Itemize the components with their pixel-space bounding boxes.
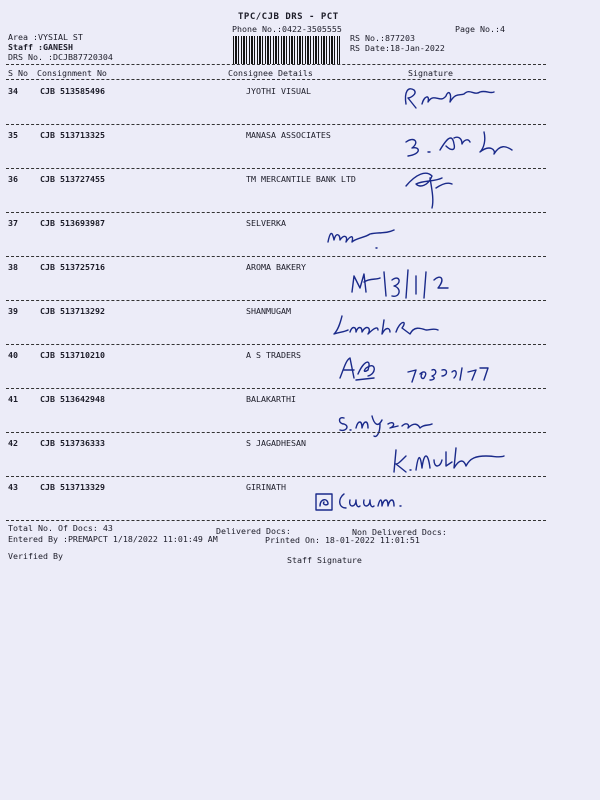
- row-consignee: AROMA BAKERY: [246, 262, 306, 272]
- row-consignee: BALAKARTHI: [246, 394, 296, 404]
- barcode: [233, 36, 340, 64]
- total-docs: Total No. Of Docs: 43: [8, 523, 113, 533]
- row-consignment: CJB 513642948: [40, 394, 105, 404]
- table-row: [0, 300, 600, 344]
- row-sno: 35: [8, 130, 18, 140]
- row-consignee: JYOTHI VISUAL: [246, 86, 311, 96]
- row-consignee: A S TRADERS: [246, 350, 301, 360]
- staff-signature-label: Staff Signature: [287, 555, 362, 565]
- row-consignment: CJB 513725716: [40, 262, 105, 272]
- table-row: [0, 212, 600, 256]
- signature: [330, 310, 440, 340]
- table-row: [0, 80, 600, 124]
- row-sno: 42: [8, 438, 18, 448]
- row-consignment: CJB 513693987: [40, 218, 105, 228]
- row-consignment: CJB 513713329: [40, 482, 105, 492]
- row-sno: 41: [8, 394, 18, 404]
- row-sno: 43: [8, 482, 18, 492]
- row-consignee: MANASA ASSOCIATES: [246, 130, 331, 140]
- row-consignee: SHANMUGAM: [246, 306, 291, 316]
- row-consignment: CJB 513713325: [40, 130, 105, 140]
- signature: [310, 484, 420, 514]
- row-consignment: CJB 513736333: [40, 438, 105, 448]
- rs-date: RS Date:18-Jan-2022: [350, 43, 445, 53]
- phone-number: Phone No.:0422-3505555: [232, 24, 342, 34]
- column-signature: Signature: [408, 68, 453, 78]
- row-consignment: CJB 513727455: [40, 174, 105, 184]
- verified-by: Verified By: [8, 551, 63, 561]
- row-consignee: S JAGADHESAN: [246, 438, 306, 448]
- staff-label: Staff :GANESH: [8, 42, 73, 52]
- table-row: [0, 344, 600, 388]
- column-consignee: Consignee Details: [228, 68, 313, 78]
- row-consignment: CJB 513710210: [40, 350, 105, 360]
- page-number: Page No.:4: [455, 24, 505, 34]
- divider: [6, 64, 546, 65]
- sheet-title: TPC/CJB DRS - PCT: [238, 12, 339, 22]
- row-consignee: GIRINATH: [246, 482, 286, 492]
- table-row: [0, 388, 600, 432]
- table-row: [0, 168, 600, 212]
- signature: [402, 166, 472, 212]
- table-row: [0, 476, 600, 520]
- table-row: [0, 124, 600, 168]
- entered-by: Entered By :PREMAPCT 1/18/2022 11:01:49 AM: [8, 534, 218, 544]
- row-consignment: CJB 513585496: [40, 86, 105, 96]
- printed-on: Printed On: 18-01-2022 11:01:51: [265, 535, 420, 545]
- divider: [6, 520, 546, 521]
- rs-number: RS No.:877203: [350, 33, 415, 43]
- signature: [350, 268, 460, 304]
- non-delivered-docs: Non Delivered Docs:: [352, 527, 447, 537]
- row-sno: 34: [8, 86, 18, 96]
- signature: [400, 82, 500, 112]
- row-consignment: CJB 513713292: [40, 306, 105, 316]
- signature: [336, 350, 516, 390]
- row-sno: 39: [8, 306, 18, 316]
- area-label: Area :VYSIAL ST: [8, 32, 83, 42]
- column-sno: S No: [8, 68, 28, 78]
- row-sno: 37: [8, 218, 18, 228]
- signature: [390, 442, 510, 478]
- row-sno: 36: [8, 174, 18, 184]
- signature: [324, 222, 404, 252]
- row-sno: 40: [8, 350, 18, 360]
- delivered-docs: Delivered Docs:: [216, 526, 291, 536]
- signature: [400, 124, 520, 164]
- table-row: [0, 256, 600, 300]
- table-row: [0, 432, 600, 476]
- row-consignee: SELVERKA: [246, 218, 286, 228]
- row-consignee: TM MERCANTILE BANK LTD: [246, 174, 356, 184]
- column-consignment: Consignment No: [37, 68, 107, 78]
- row-sno: 38: [8, 262, 18, 272]
- drs-number: DRS No. :DCJB87720304: [8, 52, 113, 62]
